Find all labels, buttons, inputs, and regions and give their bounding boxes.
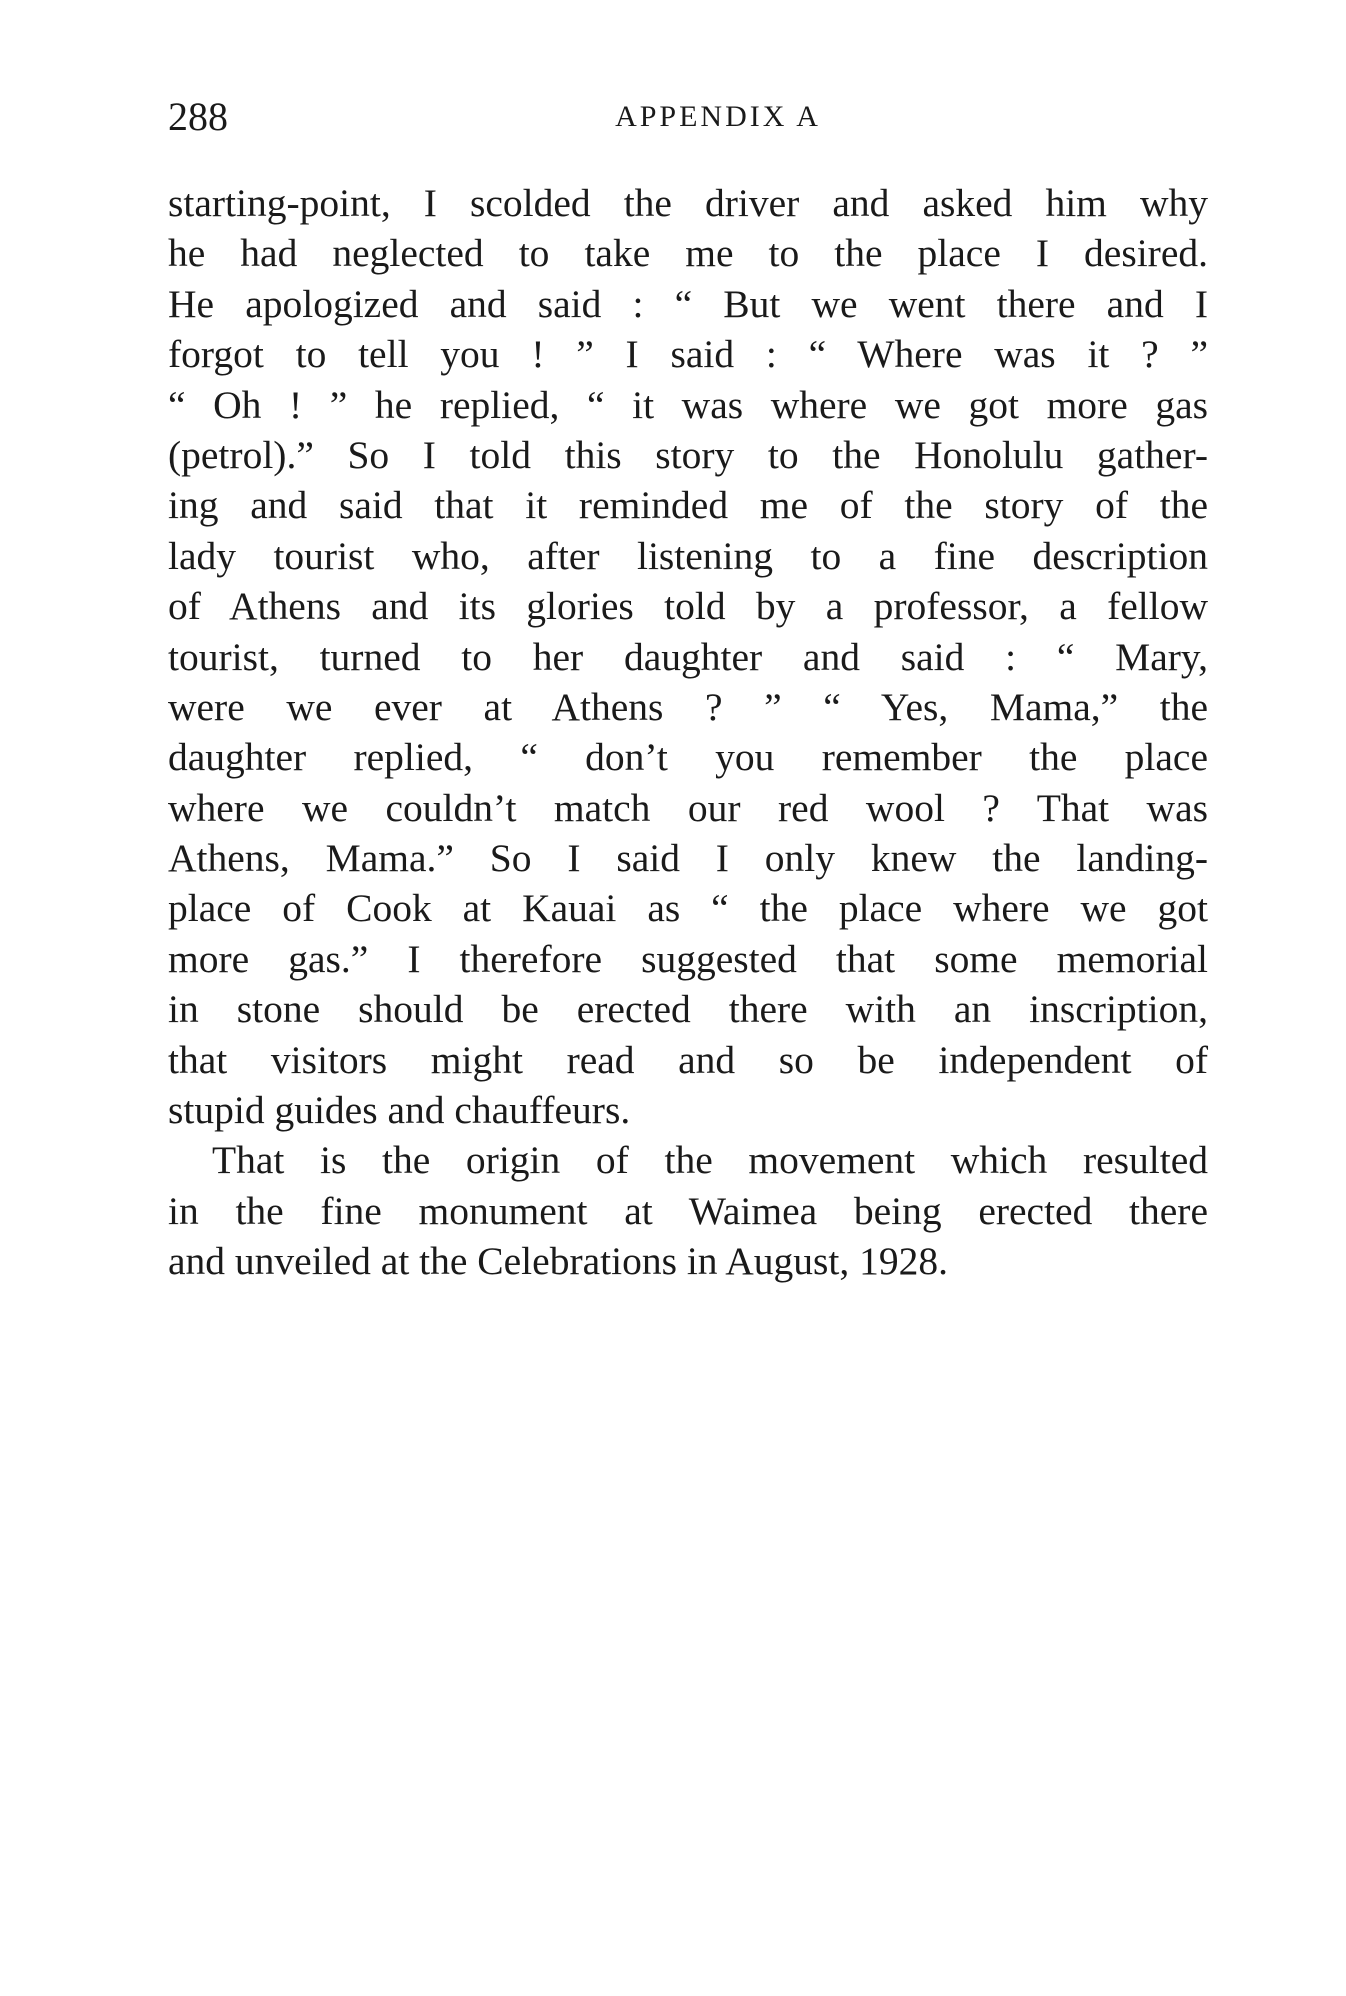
- paragraph-2: [168, 1135, 1208, 1286]
- paragraph-1: [168, 178, 1208, 1135]
- text-line: Athens, Mama.” So I said I only knew the landing-: [168, 836, 1208, 881]
- text-line: more gas.” I therefore suggested that some memorial: [168, 936, 1208, 981]
- text-line: “ Oh ! ” he replied, “ it was where we got more gas: [168, 382, 1208, 427]
- text-line: place of Cook at Kauai as “ the place where we got: [168, 886, 1208, 931]
- text-line: He apologized and said : “ But we went there and I: [168, 281, 1208, 326]
- text-line: where we couldn’t match our red wool ? That was: [168, 785, 1208, 830]
- text-line: were we ever at Athens ? ” “ Yes, Mama,” the: [168, 684, 1208, 729]
- text-line: forgot to tell you ! ” I said : “ Where was it ? ”: [168, 332, 1208, 377]
- text-line: he had neglected to take me to the place I desired.: [168, 231, 1208, 276]
- text-line: tourist, turned to her daughter and said : “ Mary,: [168, 634, 1208, 679]
- text-line: starting-point, I scolded the driver and asked him why: [168, 181, 1208, 225]
- body-text: [168, 178, 1208, 1287]
- text-line: and unveiled at the Celebrations in August, 1928.: [168, 1239, 948, 1284]
- text-line: ing and said that it reminded me of the story of the: [168, 483, 1208, 528]
- text-line: lady tourist who, after listening to a fine description: [168, 533, 1208, 578]
- text-line: daughter replied, “ don’t you remember the place: [168, 735, 1208, 780]
- text-line: in the fine monument at Waimea being erected there: [168, 1188, 1208, 1233]
- text-line: of Athens and its glories told by a professor, a fellow: [168, 584, 1208, 629]
- text-line: (petrol).” So I told this story to the Honolulu gather-: [168, 432, 1208, 477]
- running-head: APPENDIX A: [615, 100, 821, 133]
- text-line: stupid guides and chauffeurs.: [168, 1088, 631, 1133]
- text-line: That is the origin of the movement which resulted: [212, 1138, 1208, 1183]
- page-number: 288: [168, 94, 228, 139]
- text-line: in stone should be erected there with an inscription,: [168, 987, 1208, 1032]
- text-line: that visitors might read and so be independent of: [168, 1037, 1208, 1082]
- page-header: [168, 92, 1208, 142]
